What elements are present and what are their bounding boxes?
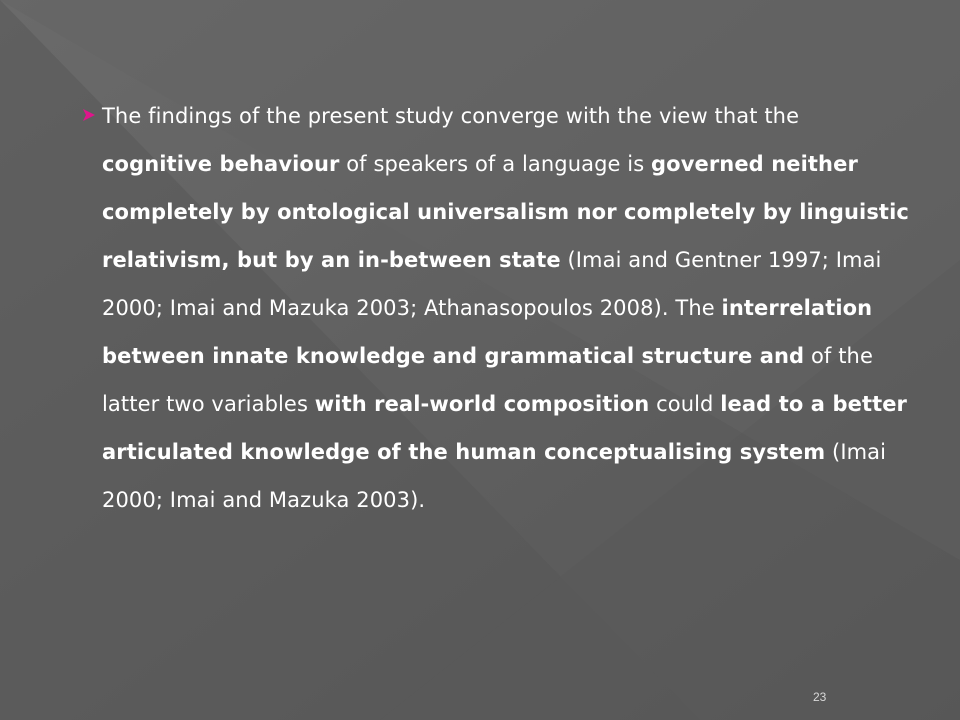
bold-text-run: interrelation between innate knowledge and grammatical structure and [102, 296, 873, 368]
text-run: of the latter two variables [102, 344, 873, 416]
text-run: of speakers of a language is [339, 152, 652, 176]
bold-text-run: governed neither completely by ontological universalism nor completely by linguistic relativism, but by an in-between state [102, 152, 909, 272]
text-run: (Imai and Gentner 1997; Imai 2000; Imai and Mazuka 2003; Athanasopoulos 2008). The [102, 248, 882, 320]
page-number: 23 [813, 690, 827, 704]
text-run: could [649, 392, 721, 416]
body-paragraph [102, 92, 912, 524]
slide-content [82, 92, 912, 524]
bullet-item [82, 92, 912, 524]
bold-text-run: cognitive behaviour [102, 152, 340, 176]
bold-text-run: with real-world composition [314, 392, 650, 416]
text-run: (Imai 2000; Imai and Mazuka 2003). [102, 440, 887, 512]
arrow-bullet-icon [82, 108, 96, 122]
bold-text-run: lead to a better articulated knowledge of the human conceptualising system [102, 392, 908, 464]
text-run: The findings of the present study converge with the view that the [102, 104, 800, 128]
